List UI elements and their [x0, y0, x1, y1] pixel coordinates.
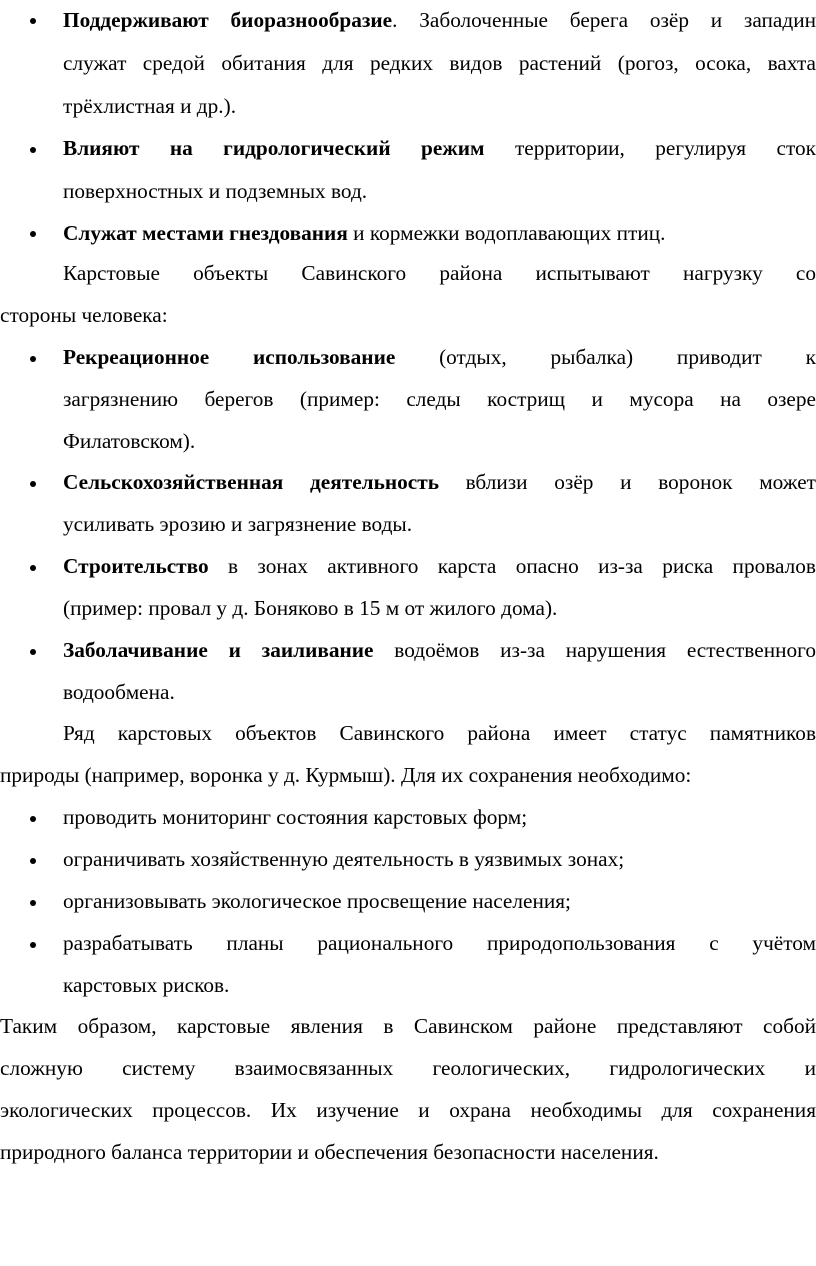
bullet-line — [63, 544, 816, 588]
conclusion-line — [0, 1004, 816, 1048]
bullet-dot — [30, 147, 36, 153]
conclusion-line — [0, 1130, 816, 1174]
bullet-text: водообмена. — [63, 680, 175, 704]
bullet-bold: Рекреационное использование — [63, 345, 396, 369]
bullet-line — [63, 419, 816, 463]
paragraph-text: стороны человека: — [0, 303, 168, 327]
paragraph-text: Карстовые объекты Савинского района испытывают нагрузку со — [63, 261, 816, 285]
bullet-dot — [30, 481, 36, 487]
paragraph-line — [63, 711, 816, 755]
bullet-text: (пример: провал у д. Боняково в 15 м от жилого дома). — [63, 596, 558, 620]
bullet-line — [63, 126, 816, 170]
bullet-line — [63, 921, 816, 965]
bullet-text: Филатовском). — [63, 429, 196, 453]
bullet-line — [63, 0, 816, 42]
bullet-dot — [30, 231, 36, 237]
bullet-text: карстовых рисков. — [63, 973, 230, 997]
bullet-text: территории, регулируя сток — [484, 136, 816, 160]
bullet-text: загрязнению берегов (пример: следы кострищ и мусора на озере — [63, 387, 816, 411]
bullet-text: вблизи озёр и воронок может — [438, 470, 816, 494]
bullet-text: поверхностных и подземных вод. — [63, 179, 368, 203]
bullet-line — [63, 586, 816, 630]
paragraph-text: Ряд карстовых объектов Савинского района имеет статус памятников — [63, 721, 816, 745]
bullet-line — [63, 460, 816, 504]
paragraph-line — [63, 251, 816, 295]
conclusion-text: Таким образом, карстовые явления в Савинском районе представляют собой — [0, 1014, 816, 1038]
bullet-bold: Поддерживают биоразнообразие — [63, 8, 393, 32]
bullet-dot — [30, 942, 36, 948]
bullet-line — [63, 211, 816, 255]
bullet-line — [63, 670, 816, 714]
bullet-bold: Строительство — [63, 554, 209, 578]
bullet-text: в зонах активного карста опасно из-за риска провалов — [208, 554, 816, 578]
conclusion-line — [0, 1046, 816, 1090]
conclusion-text: сложную систему взаимосвязанных геологических, гидрологических и — [0, 1056, 816, 1080]
bullet-line — [63, 335, 816, 379]
bullet-dot — [30, 565, 36, 571]
bullet-dot — [30, 356, 36, 362]
bullet-line — [63, 502, 816, 546]
bullet-line — [63, 169, 816, 213]
bullet-dot — [30, 816, 36, 822]
bullet-text: организовывать экологическое просвещение населения; — [63, 889, 571, 913]
bullet-line — [63, 377, 816, 421]
bullet-text: проводить мониторинг состояния карстовых форм; — [63, 805, 528, 829]
bullet-line — [63, 41, 816, 85]
conclusion-line — [0, 1088, 816, 1132]
bullet-bold: Служат местами гнездования — [63, 221, 348, 245]
bullet-line — [63, 879, 816, 923]
bullet-line — [63, 963, 816, 1007]
bullet-text: водоёмов из-за нарушения естественного — [373, 638, 816, 662]
bullet-line — [63, 795, 816, 839]
bullet-text: ограничивать хозяйственную деятельность в уязвимых зонах; — [63, 847, 625, 871]
bullet-bold: Влияют на гидрологический режим — [63, 136, 485, 160]
bullet-text: трёхлистная и др.). — [63, 94, 237, 118]
bullet-bold: Сельскохозяйственная деятельность — [63, 470, 439, 494]
conclusion-text: экологических процессов. Их изучение и охрана необходимы для сохранения — [0, 1098, 816, 1122]
paragraph-text: природы (например, воронка у д. Курмыш). Для их сохранения необходимо: — [0, 763, 692, 787]
bullet-line — [63, 628, 816, 672]
paragraph-line — [0, 293, 816, 337]
bullet-text: разрабатывать планы рационального природопользования с учётом — [63, 931, 816, 955]
paragraph-line — [0, 753, 816, 797]
conclusion-text: природного баланса территории и обеспечения безопасности населения. — [0, 1140, 659, 1164]
bullet-text: . Заболоченные берега озёр и западин — [392, 8, 816, 32]
bullet-dot — [30, 900, 36, 906]
bullet-text: (отдых, рыбалка) приводит к — [395, 345, 816, 369]
bullet-text: и кормежки водоплавающих птиц. — [347, 221, 666, 245]
bullet-dot — [30, 649, 36, 655]
bullet-bold: Заболачивание и заиливание — [63, 638, 374, 662]
bullet-dot — [30, 858, 36, 864]
bullet-dot — [30, 18, 36, 24]
bullet-text: служат средой обитания для редких видов растений (рогоз, осока, вахта — [63, 51, 816, 75]
bullet-line — [63, 837, 816, 881]
bullet-line — [63, 84, 816, 128]
bullet-text: усиливать эрозию и загрязнение воды. — [63, 512, 413, 536]
